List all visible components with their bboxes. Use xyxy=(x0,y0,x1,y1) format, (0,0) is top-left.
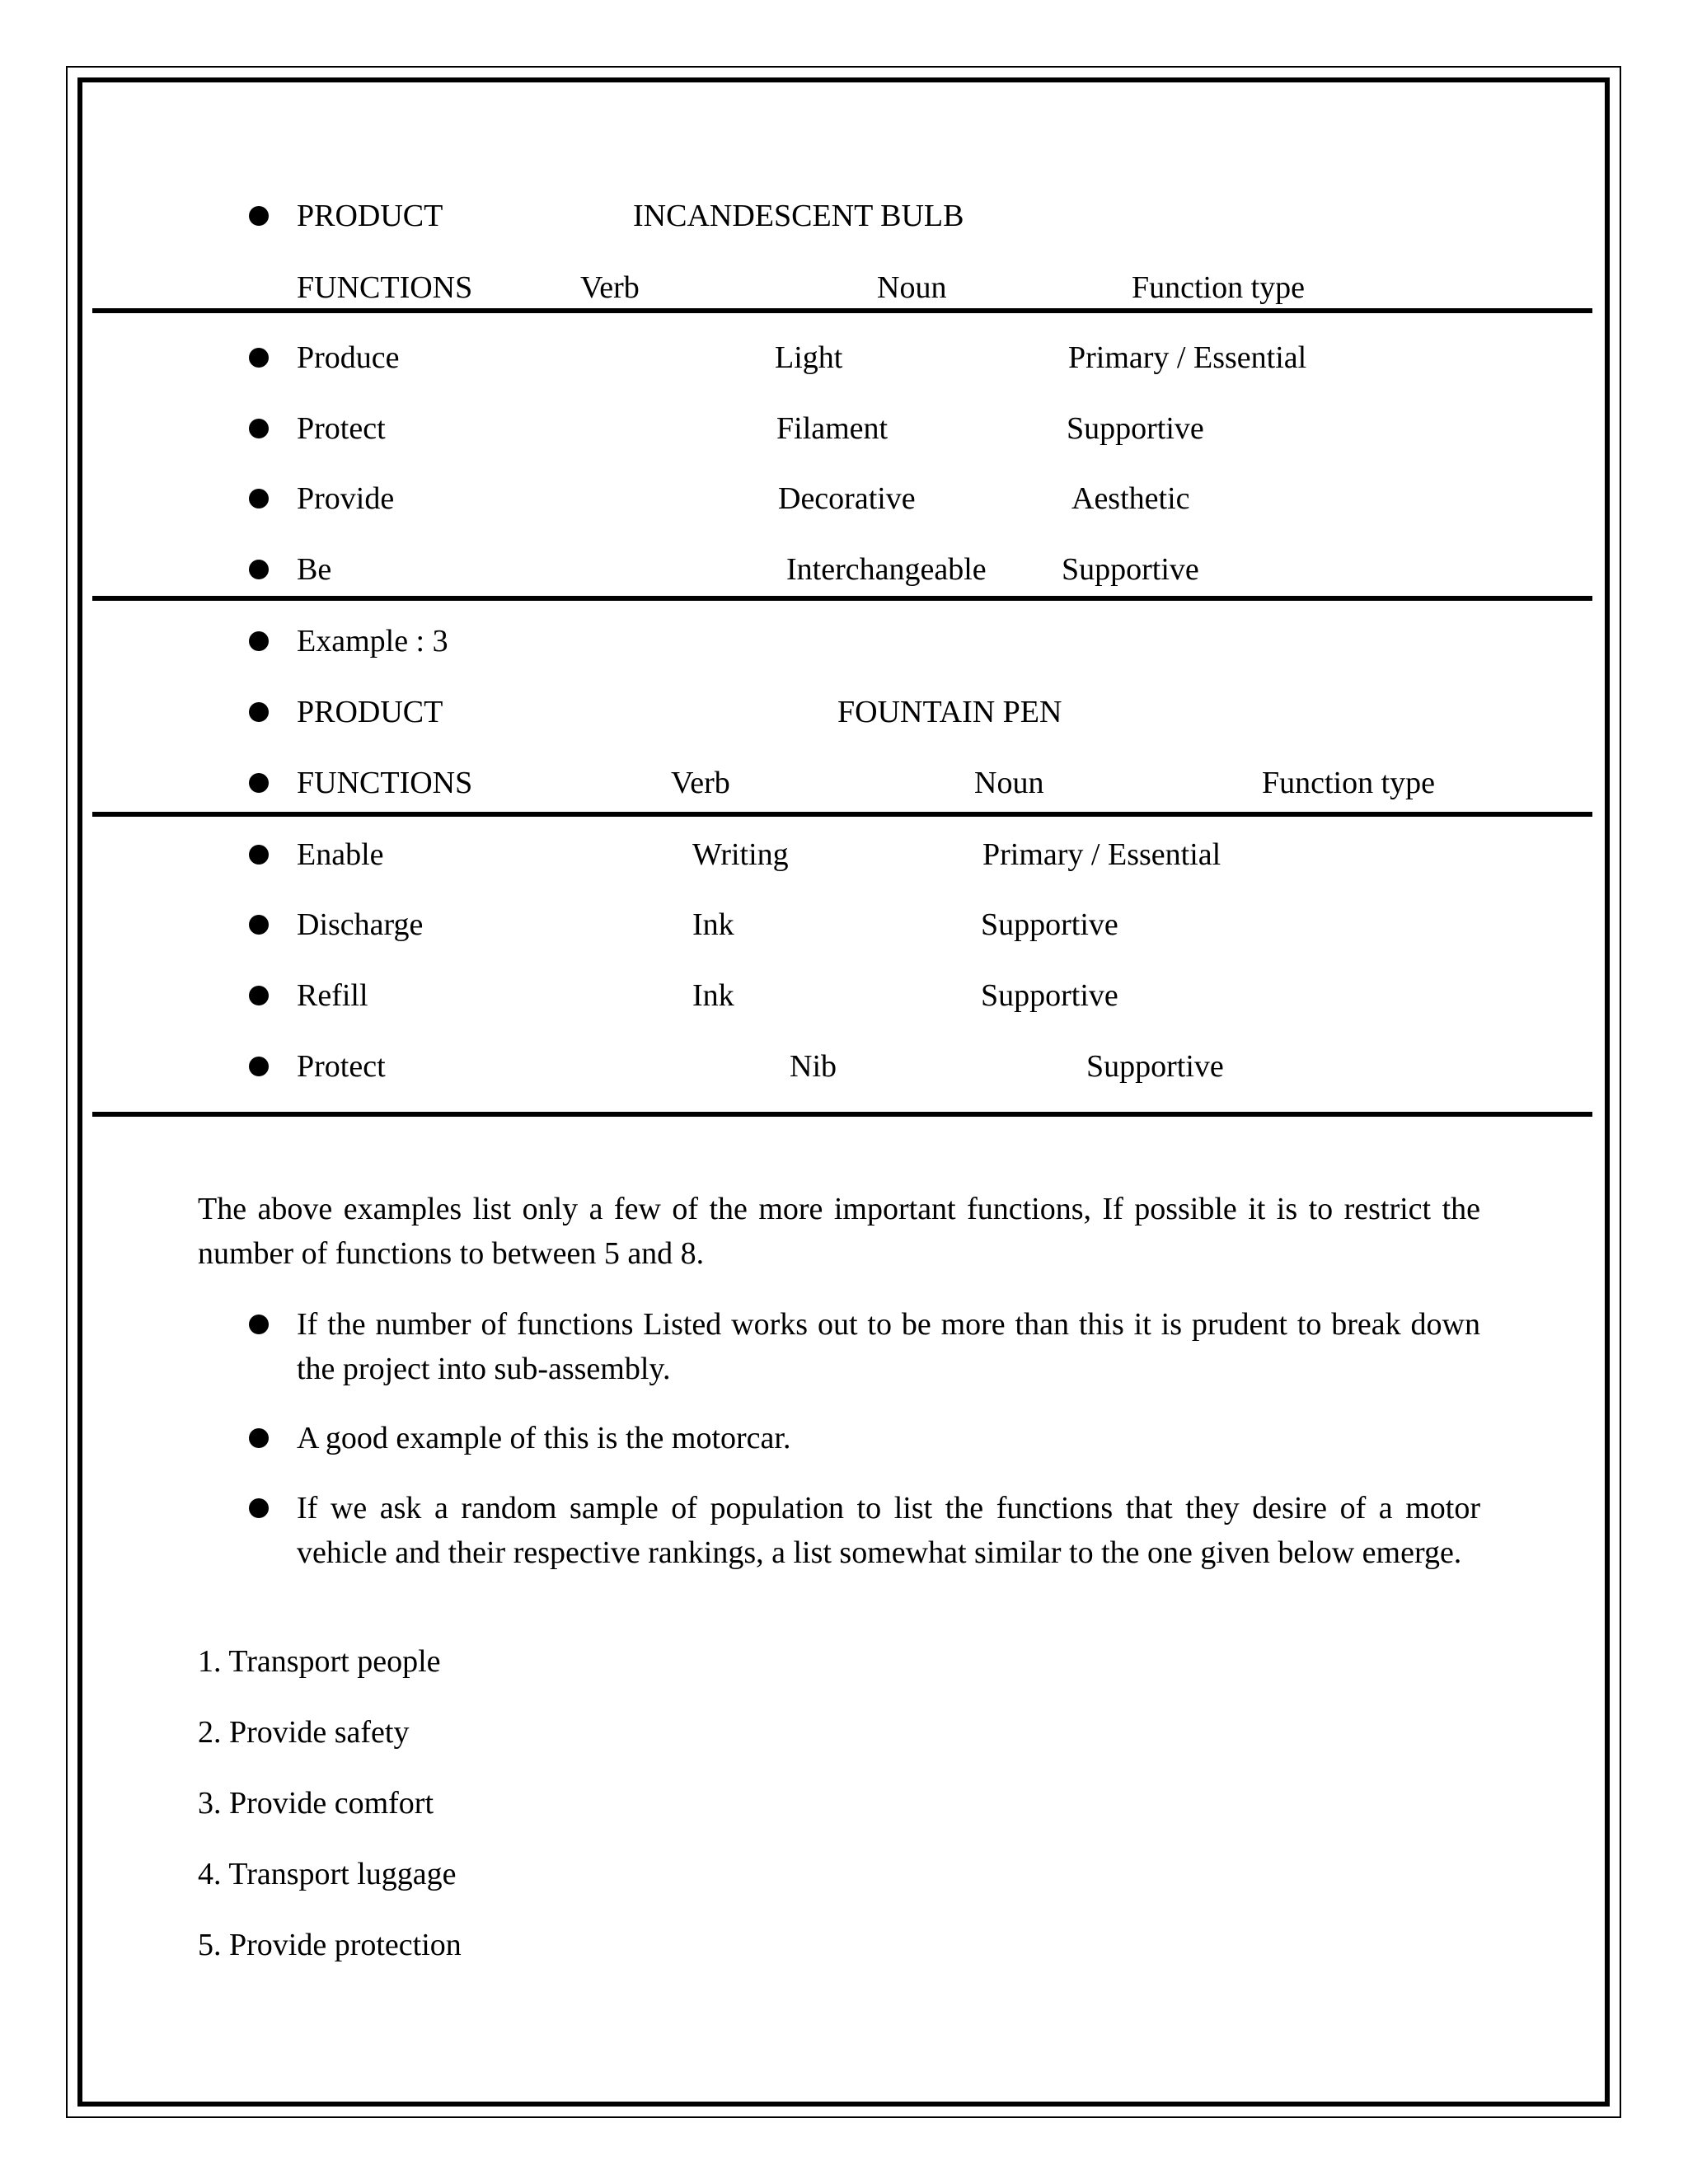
bullet-text: A good example of this is the motorcar. xyxy=(297,1421,791,1455)
example-title: Example : 3 xyxy=(297,624,448,658)
list-item: 3. Provide comfort xyxy=(198,1786,434,1821)
function-verb: Protect xyxy=(297,411,386,446)
function-noun: Ink xyxy=(692,907,734,942)
functions-header: FUNCTIONS xyxy=(297,270,473,305)
noun-header: Noun xyxy=(877,270,947,305)
bullet-icon xyxy=(249,1428,269,1448)
table-rule xyxy=(92,1112,1592,1117)
bullet-text: If we ask a random sample of population to list the functions that they desire of a motor vehicle and their respective rankings, a list somewhat similar to the one given below emerge. xyxy=(297,1491,1480,1570)
list-item: 2. Provide safety xyxy=(198,1715,410,1750)
function-noun: Writing xyxy=(692,837,789,872)
bullet-icon xyxy=(249,773,269,793)
function-type: Primary / Essential xyxy=(982,837,1221,872)
bullet-icon xyxy=(249,845,269,865)
product-name: FOUNTAIN PEN xyxy=(837,695,1062,729)
function-verb: Discharge xyxy=(297,907,424,942)
list-item: 1. Transport people xyxy=(198,1644,441,1679)
function-noun: Nib xyxy=(790,1049,837,1084)
function-noun: Ink xyxy=(692,978,734,1013)
bullet-icon xyxy=(249,419,269,438)
bullet-icon xyxy=(249,560,269,579)
table-rule xyxy=(92,308,1592,313)
verb-header: Verb xyxy=(671,766,730,800)
function-type: Supportive xyxy=(1067,411,1204,446)
list-item: 4. Transport luggage xyxy=(198,1857,457,1891)
bullet-text: If the number of functions Listed works out to be more than this it is prudent to break down the project into sub-assembly. xyxy=(297,1307,1480,1386)
table-rule xyxy=(92,596,1592,601)
list-item: 5. Provide protection xyxy=(198,1928,462,1962)
function-verb: Refill xyxy=(297,978,368,1013)
function-type: Primary / Essential xyxy=(1068,340,1307,375)
product-name: INCANDESCENT BULB xyxy=(633,199,964,233)
function-noun: Light xyxy=(775,340,843,375)
function-type: Supportive xyxy=(1086,1049,1224,1084)
function-verb: Protect xyxy=(297,1049,386,1084)
function-type: Supportive xyxy=(981,978,1118,1013)
bullet-icon xyxy=(249,489,269,509)
bullet-icon xyxy=(249,631,269,651)
function-noun: Decorative xyxy=(778,481,916,516)
function-type: Supportive xyxy=(1062,552,1199,587)
product-label: PRODUCT xyxy=(297,199,443,233)
bullet-icon xyxy=(249,1315,269,1334)
bullet-icon xyxy=(249,915,269,935)
functions-header: FUNCTIONS xyxy=(297,766,473,800)
verb-header: Verb xyxy=(580,270,640,305)
body-paragraph: The above examples list only a few of the more important functions, If possible it is to restrict the number of functions to between 5 and 8. xyxy=(198,1192,1480,1271)
table-rule xyxy=(92,812,1592,817)
bullet-icon xyxy=(249,348,269,368)
bullet-icon xyxy=(249,206,269,226)
function-verb: Provide xyxy=(297,481,395,516)
bullet-icon xyxy=(249,986,269,1005)
function-verb: Enable xyxy=(297,837,384,872)
function-type: Supportive xyxy=(981,907,1118,942)
bullet-icon xyxy=(249,1498,269,1518)
function-type-header: Function type xyxy=(1132,270,1306,305)
function-verb: Produce xyxy=(297,340,400,375)
product-label: PRODUCT xyxy=(297,695,443,729)
function-type: Aesthetic xyxy=(1071,481,1190,516)
function-verb: Be xyxy=(297,552,332,587)
function-noun: Interchangeable xyxy=(786,552,987,587)
function-noun: Filament xyxy=(776,411,889,446)
function-type-header: Function type xyxy=(1262,766,1436,800)
noun-header: Noun xyxy=(974,766,1044,800)
bullet-icon xyxy=(249,702,269,722)
bullet-icon xyxy=(249,1057,269,1076)
